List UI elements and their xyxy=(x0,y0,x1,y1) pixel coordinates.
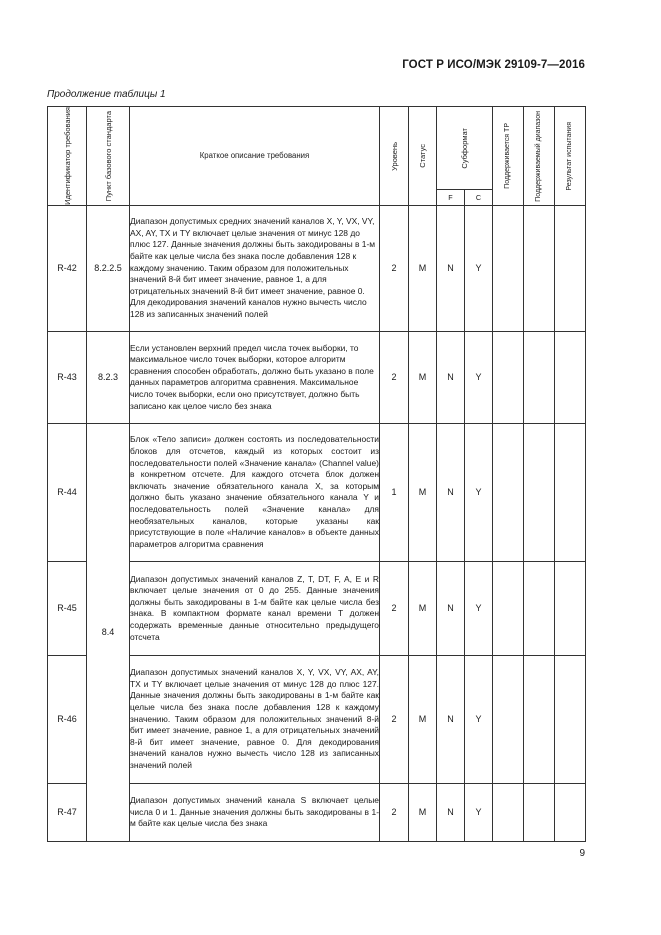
row-id: R-44 xyxy=(48,423,87,561)
table-row xyxy=(48,205,586,331)
header-sub-f: F xyxy=(437,190,465,206)
row-clause: 8.2.3 xyxy=(87,331,130,423)
header-base-clause: Пункт базового стандарта xyxy=(87,107,130,206)
header-supported-range: Поддерживаемый диапазон xyxy=(524,107,555,206)
header-status: Статус xyxy=(409,107,437,206)
requirements-table xyxy=(47,106,586,842)
row-supported-tp xyxy=(493,331,524,423)
row-level: 2 xyxy=(380,331,409,423)
table-caption: Продолжение таблицы 1 xyxy=(47,89,166,100)
row-supported-range xyxy=(524,423,555,561)
row-id: R-42 xyxy=(48,205,87,331)
row-test-result xyxy=(555,205,586,331)
row-description: Диапазон допустимых значений каналов Z, T, DT, F, A, E и R включает целые значения от 0 до 255. Данные значения должны быть закодированы в 1-м байте как целые числа без знака. В компактном формате канал времени T должен содержать временные данные относительно предыдущего отсчета xyxy=(130,561,380,655)
page-number: 9 xyxy=(579,848,585,859)
row-sub-f: N xyxy=(437,783,465,841)
row-clause: 8.4 xyxy=(87,423,130,841)
row-status: M xyxy=(409,655,437,783)
header-test-result: Результат испытания xyxy=(555,107,586,206)
row-supported-tp xyxy=(493,561,524,655)
row-id: R-45 xyxy=(48,561,87,655)
header-description: Краткое описание требования xyxy=(130,107,380,206)
row-status: M xyxy=(409,423,437,561)
row-sub-c: Y xyxy=(465,561,493,655)
row-sub-f: N xyxy=(437,331,465,423)
header-sub-c: C xyxy=(465,190,493,206)
row-sub-c: Y xyxy=(465,655,493,783)
row-level: 2 xyxy=(380,561,409,655)
row-supported-tp xyxy=(493,423,524,561)
row-level: 2 xyxy=(380,205,409,331)
header-level: Уровень xyxy=(380,107,409,206)
header-subformat: Субформат xyxy=(437,107,493,190)
row-test-result xyxy=(555,561,586,655)
row-supported-tp xyxy=(493,655,524,783)
row-supported-tp xyxy=(493,205,524,331)
row-level: 2 xyxy=(380,655,409,783)
row-sub-f: N xyxy=(437,205,465,331)
row-test-result xyxy=(555,423,586,561)
standard-code: ГОСТ Р ИСО/МЭК 29109-7—2016 xyxy=(402,59,585,71)
row-test-result xyxy=(555,331,586,423)
row-test-result xyxy=(555,655,586,783)
row-sub-c: Y xyxy=(465,331,493,423)
row-supported-range xyxy=(524,205,555,331)
row-description: Блок «Тело записи» должен состоять из последовательности блоков для отсчетов, каждый из которых состоит из последовательности полей «Значение канала» (Channel value) в конкретном отсчете. Для каждого отсчета блок должен включать значение обязательного канала X, за которым должно быть указано значение обязательного канала Y и последовательность полей «Значение канала» для необязательных каналов, которые указаны как присутствующие в поле «Наличие каналов» в объекте данных параметров алгоритма сравнения xyxy=(130,423,380,561)
row-level: 1 xyxy=(380,423,409,561)
row-description: Диапазон допустимых средних значений каналов X, Y, VX, VY, AX, AY, TX и TY включает целые значения от минус 128 до плюс 127. Данные значения должны быть закодированы в 1-м байте как целые числа без знака после добавления 128 к каждому значению. Таким образом для положительных значений 8-й бит имеет значение, равное 1, а для отрицательных значений 8-й бит имеет значение, равное 0. Для декодирования значений каналов нужно вычесть число 128 из записанных значений полей xyxy=(130,205,380,331)
row-supported-range xyxy=(524,331,555,423)
row-sub-f: N xyxy=(437,561,465,655)
row-sub-f: N xyxy=(437,655,465,783)
row-sub-c: Y xyxy=(465,205,493,331)
table-row xyxy=(48,423,586,561)
row-status: M xyxy=(409,783,437,841)
row-test-result xyxy=(555,783,586,841)
row-supported-range xyxy=(524,783,555,841)
row-status: M xyxy=(409,331,437,423)
header-supported-tp: Поддерживается ТР xyxy=(493,107,524,206)
row-sub-f: N xyxy=(437,423,465,561)
row-id: R-43 xyxy=(48,331,87,423)
row-status: M xyxy=(409,205,437,331)
header-identifier: Идентификатор требования xyxy=(48,107,87,206)
row-supported-range xyxy=(524,561,555,655)
row-sub-c: Y xyxy=(465,783,493,841)
row-sub-c: Y xyxy=(465,423,493,561)
row-clause: 8.2.2.5 xyxy=(87,205,130,331)
row-description: Диапазон допустимых значений каналов X, Y, VX, VY, AX, AY, TX и TY включает целые значения от минус 128 до плюс 127. Данные значения должны быть закодированы в 1-м байте как целые числа без знака после добавления 128 к каждому значению. Таким образом для положительных значений 8-й бит имеет значение, равное 1, а для отрицательных значений 8-й бит имеет значение, равное 0. Для декодирования значений каналов нужно вычесть число 128 из записанных значений полей xyxy=(130,655,380,783)
row-description: Если установлен верхний предел числа точек выборки, то максимальное число точек выборки, которое алгоритм сравнения способен обработать, должно быть указано в поле данных параметров алгоритма сравнения. Максимальное число точек выборки, если оно присутствует, должно быть записано как целое число без знака xyxy=(130,331,380,423)
row-status: M xyxy=(409,561,437,655)
row-description: Диапазон допустимых значений канала S включает целые числа 0 и 1. Данные значения должны быть закодированы в 1-м байте как целые числа без знака xyxy=(130,783,380,841)
row-supported-range xyxy=(524,655,555,783)
row-id: R-46 xyxy=(48,655,87,783)
row-id: R-47 xyxy=(48,783,87,841)
table-row xyxy=(48,331,586,423)
row-supported-tp xyxy=(493,783,524,841)
row-level: 2 xyxy=(380,783,409,841)
